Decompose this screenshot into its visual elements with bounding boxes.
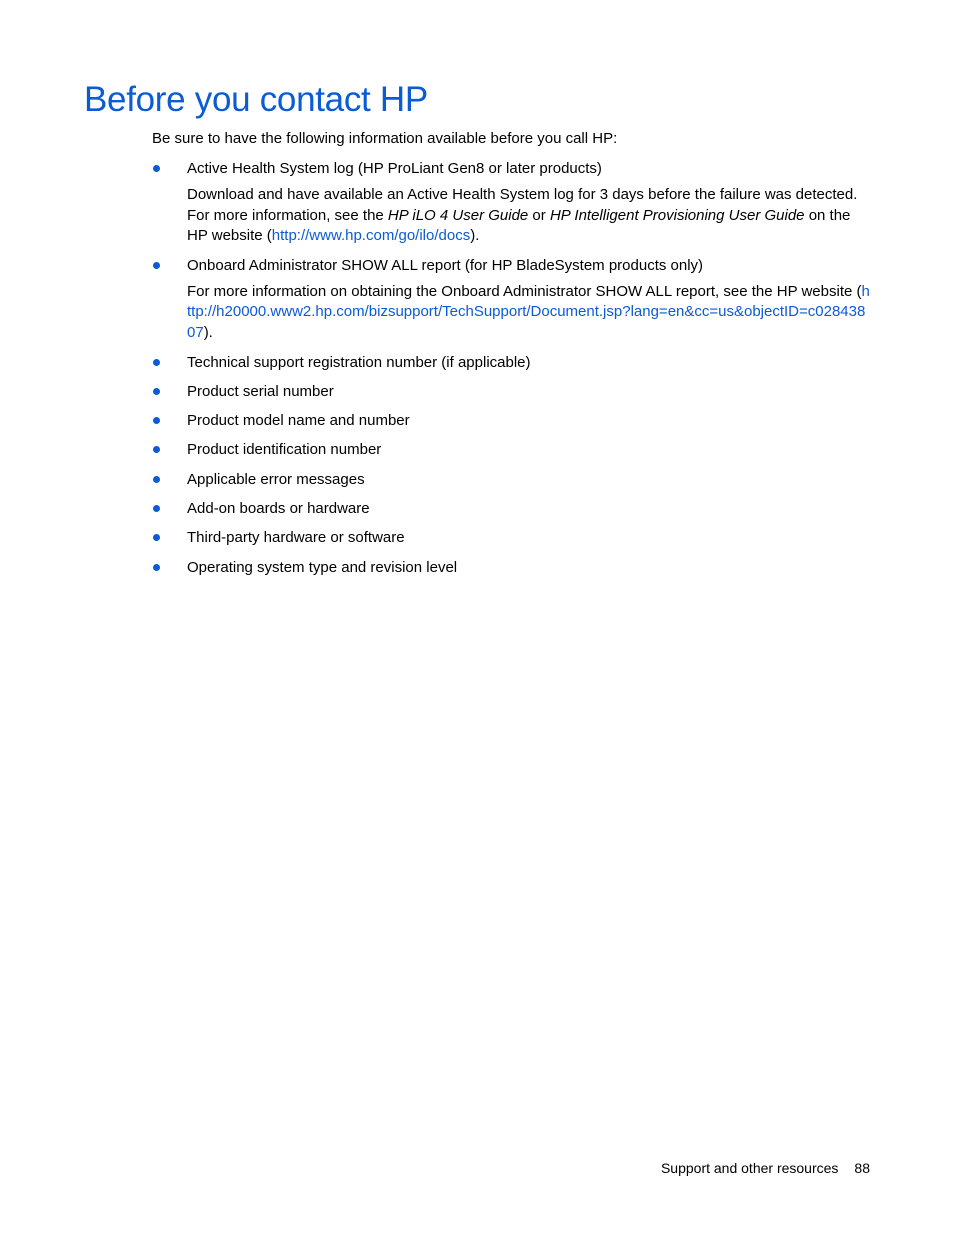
list-item-detail: [187, 185, 870, 247]
list-item-label: Product identification number: [187, 441, 382, 459]
page-number: 88: [854, 1160, 870, 1176]
list-item: [152, 558, 870, 578]
footer-section-title: Support and other resources: [660, 1160, 839, 1176]
bullet-icon: [153, 359, 160, 366]
list-item-label: Add-on boards or hardware: [187, 500, 370, 518]
list-item-detail: [187, 282, 870, 344]
list-item: [152, 353, 870, 373]
list-item: [152, 499, 870, 519]
detail-text: Download and have available an Active Health System log for 3 days before the failure was detected. For more information, see the: [187, 186, 858, 224]
page-title: Before you contact HP: [84, 80, 428, 119]
list-item-label: Third-party hardware or software: [187, 529, 405, 547]
bullet-icon: [153, 417, 160, 424]
ilo-docs-link[interactable]: http://www.hp.com/go/ilo/docs: [271, 227, 471, 244]
detail-text: ).: [470, 227, 480, 244]
show-all-report-link[interactable]: http://h20000.www2.hp.com/bizsupport/TechSupport/Document.jsp?lang=en&cc=us&objectID=c02843807: [187, 282, 870, 341]
detail-text: on the HP website (: [187, 206, 851, 244]
bullet-icon: [153, 476, 160, 483]
detail-text: For more information on obtaining the Onboard Administrator SHOW ALL report, see the HP website (: [187, 282, 862, 300]
intro-text: Be sure to have the following information available before you call HP:: [152, 130, 618, 147]
list-item: [152, 470, 870, 490]
list-item: [152, 382, 870, 402]
list-item-active-health-log: [152, 159, 870, 247]
page-footer: [661, 1158, 870, 1178]
bullet-icon: [153, 446, 160, 453]
bullet-icon: [153, 262, 160, 269]
bullet-icon: [153, 388, 160, 395]
bullet-icon: [153, 505, 160, 512]
list-item: [152, 528, 870, 548]
list-item: [152, 440, 870, 460]
provisioning-guide-title: HP Intelligent Provisioning User Guide: [549, 206, 805, 224]
bullet-icon: [153, 564, 160, 571]
list-item-label: Product model name and number: [187, 412, 410, 430]
bullet-icon: [153, 165, 160, 172]
list-item-label: Applicable error messages: [187, 470, 365, 488]
list-item-onboard-admin-report: [152, 256, 870, 344]
ilo-guide-title: HP iLO 4 User Guide: [387, 206, 529, 224]
bullet-icon: [153, 534, 160, 541]
list-item-label: Operating system type and revision level: [187, 558, 458, 576]
list-item-label: Technical support registration number (if applicable): [187, 353, 531, 371]
list-item: [152, 411, 870, 431]
info-list: [152, 159, 870, 587]
detail-text: or: [528, 206, 550, 224]
list-item-label: Active Health System log (HP ProLiant Gen8 or later products): [187, 160, 602, 177]
detail-text: ).: [203, 323, 213, 341]
list-item-label: Product serial number: [187, 382, 334, 400]
list-item-label: Onboard Administrator SHOW ALL report (for HP BladeSystem products only): [187, 256, 704, 274]
